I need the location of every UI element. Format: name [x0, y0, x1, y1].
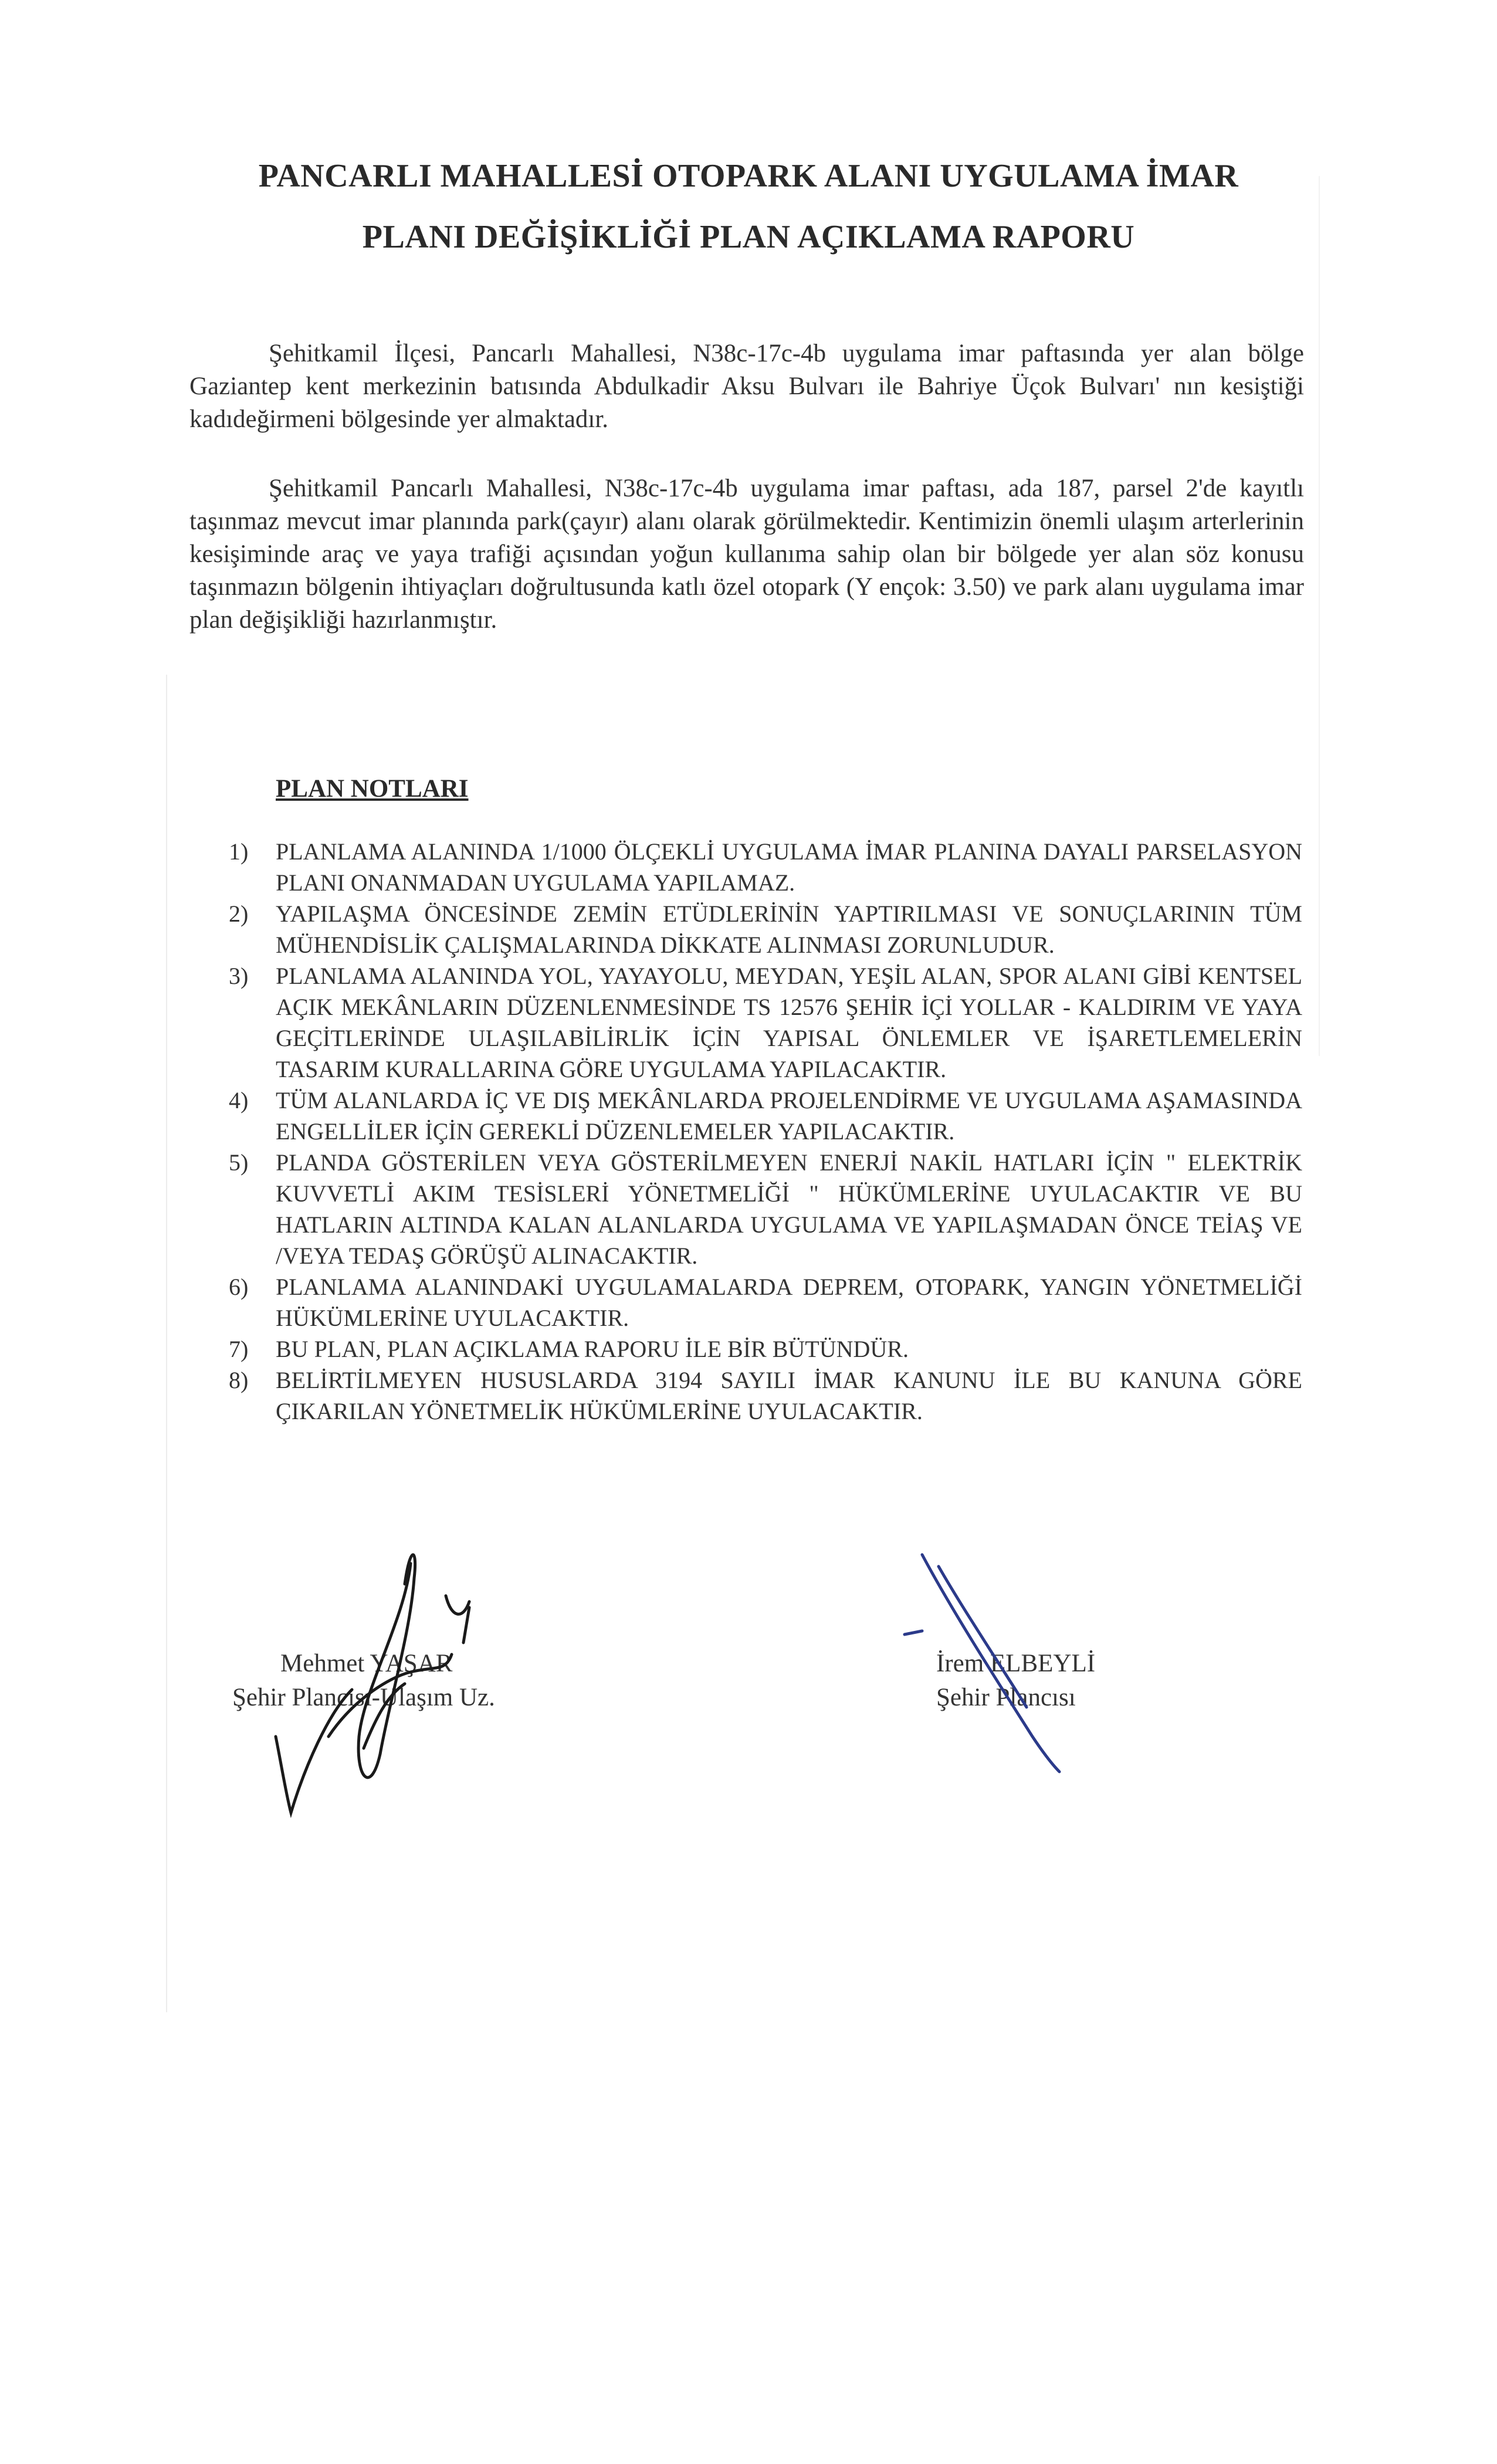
plan-note-item — [211, 1365, 1302, 1427]
plan-notes-heading: PLAN NOTLARI — [276, 775, 469, 803]
right-signatory-title: Şehir Plancısı — [936, 1684, 1076, 1711]
note-text: PLANLAMA ALANINDA 1/1000 ÖLÇEKLİ UYGULAMA İMAR PLANINA DAYALI PARSELASYON PLANI ONANMADAN UYGULAMA YAPILAMAZ. — [276, 838, 1302, 896]
description-paragraph-text: Şehitkamil Pancarlı Mahallesi, N38c-17c-4b uygulama imar paftası, ada 187, parsel 2'de kayıtlı taşınmaz mevcut imar planında park(çayır) alanı olarak görülmektedir. Kentimizin önemli ulaşım arterlerinin kesişiminde araç ve yaya trafiği açısından yoğun kullanıma sahip olan bir bölgede yer alan söz konusu taşınmazın bölgenin ihtiyaçları doğrultusunda katlı özel otopark (Y ençok: 3.50) ve park alanı uygulama imar plan değişikliği hazırlanmıştır. — [189, 475, 1304, 634]
plan-note-item — [211, 1333, 1302, 1365]
plan-note-item — [211, 898, 1302, 960]
note-number: 2) — [229, 901, 249, 927]
note-text: YAPILAŞMA ÖNCESİNDE ZEMİN ETÜDLERİNİN YAPTIRILMASI VE SONUÇLARININ TÜM MÜHENDİSLİK ÇALIŞMALARINDA DİKKATE ALINMASI ZORUNLUDUR. — [276, 901, 1302, 958]
note-number: 1) — [229, 838, 249, 865]
description-paragraph — [189, 472, 1304, 637]
left-signatory-name: Mehmet YAŞAR — [280, 1650, 453, 1677]
plan-note-item — [211, 836, 1302, 898]
note-text: BELİRTİLMEYEN HUSUSLARDA 3194 SAYILI İMAR KANUNU İLE BU KANUNA GÖRE ÇIKARILAN YÖNETMELİK HÜKÜMLERİNE UYULACAKTIR. — [276, 1367, 1302, 1424]
plan-note-item — [211, 960, 1302, 1085]
note-text: PLANLAMA ALANINDA YOL, YAYAYOLU, MEYDAN, YEŞİL ALAN, SPOR ALANI GİBİ KENTSEL AÇIK MEKÂNLARIN DÜZENLENMESİNDE TS 12576 ŞEHİR İÇİ YOLLAR - KALDIRIM VE YAYA GEÇİTLERİNDE ULAŞILABİLİRLİK İÇİN YAPISAL ÖNLEMLER VE İŞARETLEMELERİN TASARIM KURALLARINA GÖRE UYGULAMA YAPILACAKTIR. — [276, 963, 1302, 1082]
note-text: TÜM ALANLARDA İÇ VE DIŞ MEKÂNLARDA PROJELENDİRME VE UYGULAMA AŞAMASINDA ENGELLİLER İÇİN GEREKLİ DÜZENLEMELER YAPILACAKTIR. — [276, 1087, 1302, 1145]
note-text: PLANDA GÖSTERİLEN VEYA GÖSTERİLMEYEN ENERJİ NAKİL HATLARI İÇİN " ELEKTRİK KUVVETLİ AKIM TESİSLERİ YÖNETMELİĞİ " HÜKÜMLERİNE UYULACAKTIR VE BU HATLARIN ALTINDA KALAN ALANLARDA UYGULAMA VE YAPILAŞMADAN ÖNCE TEİAŞ VE /VEYA TEDAŞ GÖRÜŞÜ ALINACAKTIR. — [276, 1149, 1302, 1269]
note-number: 4) — [229, 1087, 249, 1113]
note-number: 7) — [229, 1336, 249, 1362]
intro-paragraph-text: Şehitkamil İlçesi, Pancarlı Mahallesi, N38c-17c-4b uygulama imar paftasında yer alan bölge Gaziantep kent merkezinin batısında Abdulkadir Aksu Bulvarı ile Bahriye Üçok Bulvarı' nın kesiştiği kadıdeğirmeni bölgesinde yer almaktadır. — [189, 340, 1304, 433]
note-number: 6) — [229, 1274, 249, 1300]
scan-edge — [166, 675, 167, 2012]
plan-note-item — [211, 1147, 1302, 1271]
note-number: 8) — [229, 1367, 249, 1393]
plan-note-item — [211, 1085, 1302, 1147]
note-text: PLANLAMA ALANINDAKİ UYGULAMALARDA DEPREM, OTOPARK, YANGIN YÖNETMELİĞİ HÜKÜMLERİNE UYULACAKTIR. — [276, 1274, 1302, 1331]
note-number: 5) — [229, 1149, 249, 1176]
scan-edge — [1319, 176, 1320, 1056]
document-title-line-1: PANCARLI MAHALLESİ OTOPARK ALANI UYGULAMA İMAR — [258, 158, 1239, 194]
plan-note-item — [211, 1271, 1302, 1333]
note-text: BU PLAN, PLAN AÇIKLAMA RAPORU İLE BİR BÜTÜNDÜR. — [276, 1336, 909, 1362]
intro-paragraph — [189, 337, 1304, 436]
right-signatory-name: İrem ELBEYLİ — [936, 1650, 1096, 1677]
plan-notes-list — [211, 836, 1302, 1427]
note-number: 3) — [229, 963, 249, 989]
left-signatory-title: Şehir Plancısı-Ulaşım Uz. — [232, 1684, 495, 1711]
document-title-line-2: PLANI DEĞİŞİKLİĞİ PLAN AÇIKLAMA RAPORU — [362, 219, 1135, 255]
